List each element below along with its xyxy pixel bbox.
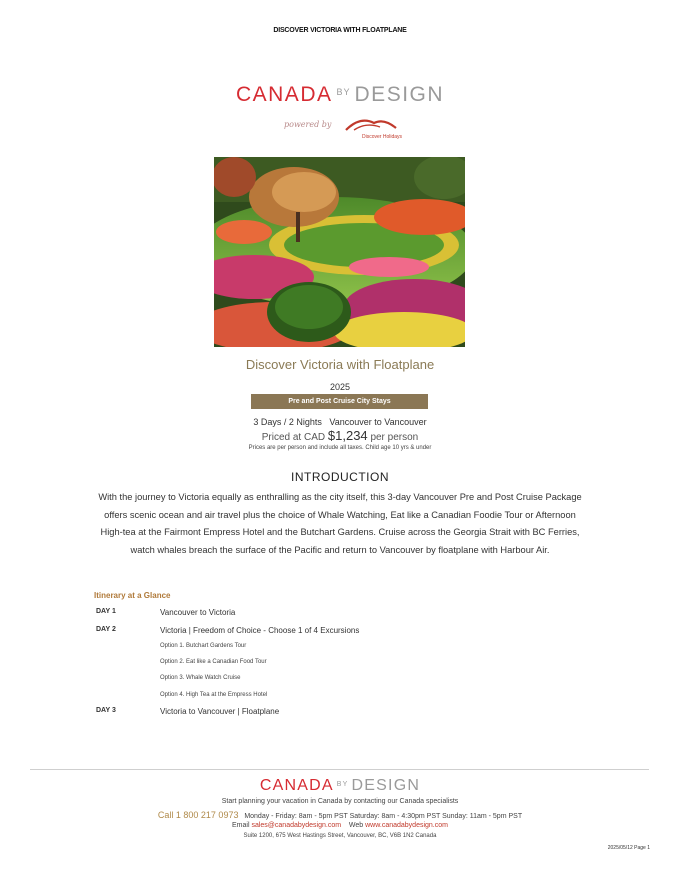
logo-canada: CANADA: [235, 83, 333, 106]
mountain-logo-icon: [340, 114, 400, 136]
day-label: DAY 2: [96, 626, 116, 633]
footer-tagline: Start planning your vacation in Canada by contacting our Canada specialists: [221, 798, 459, 805]
day-title: Vancouver to Victoria: [160, 608, 236, 617]
introduction-text: With the journey to Victoria equally as enthralling as the city itself, this 3-day Vancouver Pre and Post Cruise Package offers scenic ocean and air travel plus the choice of Whale Watching, Eat like a Canadian Foodie Tour or Afternoon High-tea at the Fairmont Empress Hotel and the Butchart Gardens. Cruise across the Georgia Strait with BC Ferries, watch whales breach the surface of the Pacific and return to Vancouver by floatplane with Harbour Air.: [98, 492, 582, 555]
trip-price: [0, 428, 680, 443]
logo-design: DESIGN: [354, 83, 445, 106]
trip-year: 2025: [329, 382, 351, 392]
day-label: DAY 3: [96, 707, 116, 714]
email-link[interactable]: sales@canadabydesign.com: [251, 822, 342, 829]
footer-contact-line: [0, 810, 680, 820]
footer-logo-design: DESIGN: [351, 777, 421, 794]
excursion-option: Option 3. Whale Watch Cruise: [160, 675, 241, 681]
logo-by: BY: [336, 87, 351, 97]
powered-by-text: powered by: [284, 120, 332, 129]
introduction-heading: INTRODUCTION: [291, 470, 389, 484]
web-label: Web: [348, 822, 364, 829]
duration-value: 3 Days / 2 Nights: [253, 417, 322, 427]
web-link[interactable]: www.canadabydesign.com: [365, 822, 448, 829]
trip-duration: [0, 417, 680, 427]
itinerary-heading: Itinerary at a Glance: [94, 591, 171, 600]
excursion-option: Option 1. Butchart Gardens Tour: [160, 643, 247, 649]
excursion-option: Option 4. High Tea at the Empress Hotel: [160, 692, 268, 698]
price-prefix: Priced at CAD: [261, 432, 326, 443]
canada-by-design-logo: [0, 83, 680, 107]
excursion-option: Option 2. Eat like a Canadian Food Tour: [160, 659, 267, 665]
trip-title: Discover Victoria with Floatplane: [245, 357, 435, 372]
trip-category-badge: Pre and Post Cruise City Stays: [251, 394, 428, 409]
footer-logo-by: BY: [336, 781, 349, 788]
day-label: DAY 1: [96, 608, 116, 615]
document-title: DISCOVER VICTORIA WITH FLOATPLANE: [273, 27, 407, 34]
hero-garden-image: [214, 157, 465, 347]
day-title: Victoria to Vancouver | Floatplane: [160, 707, 280, 716]
price-note: Prices are per person and include all taxes. Child age 10 yrs & under: [248, 445, 432, 451]
page-date-number: 2025/05/12 Page 1: [607, 845, 650, 851]
day-title: Victoria | Freedom of Choice - Choose 1 of 4 Excursions: [160, 626, 360, 635]
price-suffix: per person: [370, 432, 419, 443]
trip-route: Vancouver to Vancouver: [329, 417, 427, 427]
price-amount: $1,234: [327, 428, 368, 443]
footer-email-web: [0, 822, 680, 829]
footer-address: Suite 1200, 675 West Hastings Street, Vancouver, BC, V6B 1N2 Canada: [243, 833, 437, 839]
phone-link[interactable]: Call 1 800 217 0973: [157, 810, 239, 820]
powered-by-logo: [282, 114, 412, 144]
footer-logo: [0, 777, 680, 795]
partner-brand: Discover Holidays: [362, 134, 403, 140]
business-hours: Monday - Friday: 8am - 5pm PST Saturday: 8am - 4:30pm PST Sunday: 11am - 5pm PST: [244, 813, 523, 820]
email-label: Email: [232, 822, 250, 829]
footer-logo-canada: CANADA: [259, 777, 334, 794]
footer-divider: [30, 769, 649, 770]
